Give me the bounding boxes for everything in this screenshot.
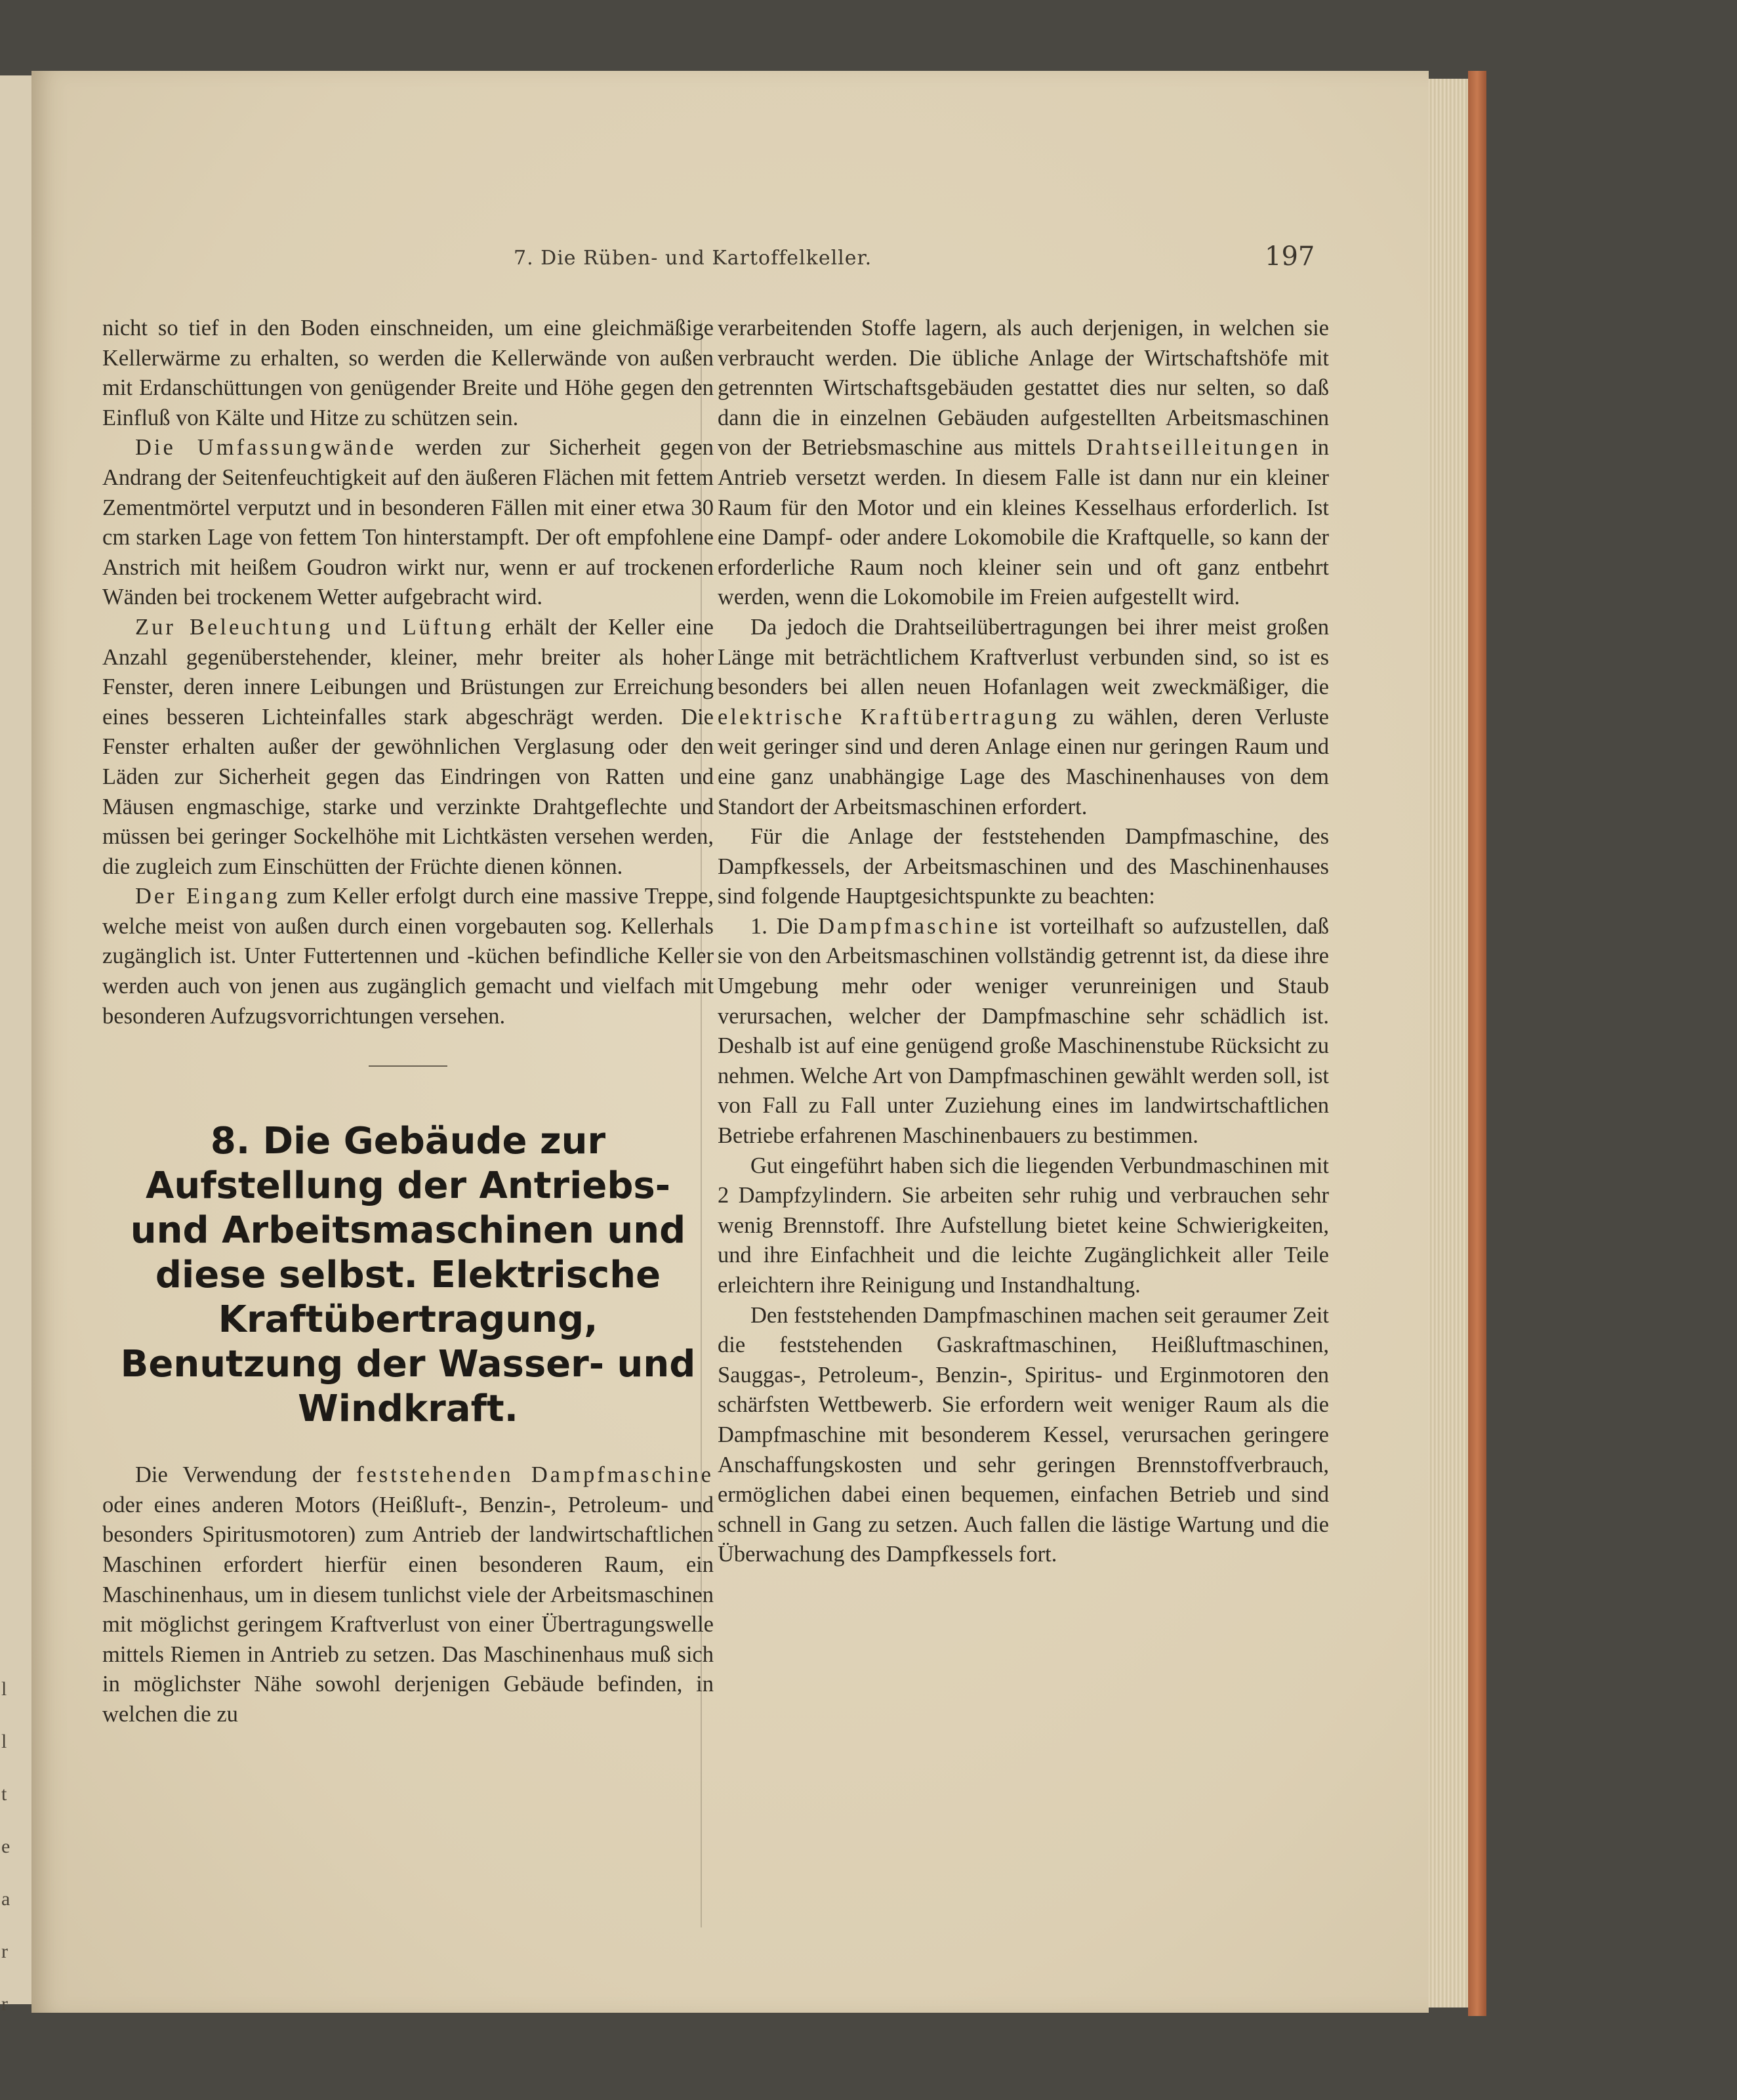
spaced-term: Dampfmaschine [818, 913, 1001, 939]
paragraph: Den feststehenden Dampfmaschinen machen seit geraumer Zeit die feststehenden Gaskraftmaschinen, Heißluftmaschinen, Sauggas-, Petroleum-, Benzin-, Spiritus- und Erginmotoren den schärfsten Wettbewerb. Sie erfordern weit weniger Raum als die Dampfmaschine mit besonderem Kessel, verursachen geringere Anschaffungskosten und sehr geringen Brennstoffverbrauch, ermöglichen dabei einen bequemen, einfachen Betrieb und sind schnell in Gang zu setzen. Auch fallen die lästige Wartung und die Überwachung des Dampfkessels fort. [718, 1302, 1329, 1567]
facing-page-letters [1, 1663, 14, 2030]
book-page [31, 71, 1429, 2013]
paragraph [102, 433, 714, 613]
running-title: 7. Die Rüben- und Kartoffelkeller. [514, 247, 872, 270]
facing-letter: l [1, 1678, 7, 1700]
facing-page [0, 75, 31, 2015]
book-cover-edge [1468, 71, 1486, 2016]
facing-letter: a [1, 1888, 10, 1910]
spaced-term: Die Umfassungwände [135, 435, 397, 461]
paragraph-text: zum Keller erfolgt durch eine massive Treppe, welche meist von außen durch einen vorgebauten sog. Kellerhals zugänglich ist. Unter Futtertennen und -küchen befindliche Keller werden auch von jenen aus zugänglich gemacht und vielfach mit besonderen Aufzugsvorrichtungen versehen. [102, 884, 714, 1029]
paragraph-text: werden zur Sicherheit gegen Andrang der Seitenfeuchtigkeit auf den äußeren Flächen mit fettem Zementmörtel verputzt und in besonderen Fällen mit einer etwa 30 cm starken Lage von fettem Ton hinterstampft. Der oft empfohlene Anstrich mit heißem Goudron wirkt nur, wenn er auf trockenen Wänden bei trockenem Wetter aufgebracht wird. [102, 435, 714, 610]
paragraph-text: ist vorteilhaft so aufzustellen, daß sie von den Arbeitsmaschinen vollständig getrennt ist, da diese ihre Umgebung mehr oder weniger verunreinigen und Staub verursachen, welcher der Dampfmaschine sehr schädlich ist. Deshalb ist auf eine genügend große Maschinenstube Rücksicht zu nehmen. Welche Art von Dampfmaschinen gewählt werden soll, ist von Fall zu Fall unter Zuziehung eines im landwirtschaftlichen Betriebe erfahrenen Maschinenbauers zu bestimmen. [718, 913, 1329, 1149]
right-column [718, 314, 1329, 1570]
paragraph-text: Die Verwendung der [135, 1462, 356, 1488]
section-heading: 8. Die Gebäude zur Aufstellung der Antriebs- und Arbeitsmaschinen und diese selbst. Elektrische Kraftübertragung, Benutzung der Wasser- und Windkraft. [120, 1120, 696, 1431]
paragraph-text: Da jedoch die Drahtseilübertragungen bei ihrer meist großen Länge mit beträchtlichem Kraftverlust verbunden sind, so ist es besonders bei allen neuen Hofanlagen weit zweckmäßiger, die [718, 614, 1329, 700]
paragraph [102, 1460, 714, 1729]
paragraph [102, 613, 714, 882]
paragraph-text: 1. Die [750, 913, 819, 939]
spaced-term: elektrische Kraftübertragung [718, 704, 1060, 730]
spaced-term: feststehenden Dampfmaschine [356, 1462, 714, 1488]
facing-letter: t [1, 1783, 7, 1805]
paragraph: nicht so tief in den Boden einschneiden, um eine gleichmäßige Kellerwärme zu erhalten, so werden die Kellerwände von außen mit Erdanschüttungen von genügender Breite und Höhe gegen den Einfluß von Kälte und Hitze zu schützen sein. [102, 316, 714, 430]
facing-letter: e [1, 1836, 10, 1857]
spaced-term: Zur Beleuchtung und Lüftung [135, 614, 494, 640]
paragraph: Gut eingeführt haben sich die liegenden Verbundmaschinen mit 2 Dampfzylindern. Sie arbeiten sehr ruhig und verbrauchen sehr wenig Brennstoff. Ihre Aufstellung bietet keine Schwierigkeiten, und ihre Einfachheit und die leichte Zugänglichkeit aller Teile erleichtern ihre Reinigung und Instandhaltung. [718, 1153, 1329, 1298]
section-rule [369, 1065, 447, 1067]
paragraph [102, 882, 714, 1031]
facing-letter: l [1, 1731, 7, 1752]
spaced-term: Der Eingang [135, 884, 280, 909]
facing-letter: r [1, 1993, 8, 2015]
page-number: 197 [1265, 241, 1315, 272]
paragraph [718, 314, 1329, 613]
paragraph-text: in Antrieb versetzt werden. In diesem Falle ist dann nur ein kleiner Raum für den Motor und ein kleines Kesselhaus erforderlich. Ist eine Dampf- oder andere Lokomobile die Kraftquelle, so kann der erforderliche Raum noch kleiner sein und oft ganz entbehrt werden, wenn die Lokomobile im Freien aufgestellt wird. [718, 435, 1329, 610]
paragraph-text: verarbeitenden Stoffe lagern, als auch derjenigen, in welchen sie verbraucht werden. Die übliche Anlage der Wirtschaftshöfe mit getrennten Wirtschaftsgebäuden gestattet dies nur selten, so daß dann die in einzelnen Gebäuden aufgestellten Arbeitsmaschinen von der Betriebsmaschine aus mittels [718, 316, 1329, 461]
spaced-term: Drahtseilleitungen [1086, 435, 1301, 461]
paragraph: Für die Anlage der feststehenden Dampfmaschine, des Dampfkessels, der Arbeitsmaschinen und des Maschinenhauses sind folgende Hauptgesichtspunkte zu beachten: [718, 824, 1329, 909]
facing-letter: r [1, 1941, 8, 1962]
paragraph-text: zu wählen, deren Verluste weit geringer sind und deren Anlage einen nur geringen Raum und eine ganz unabhängige Lage des Maschinenhauses von dem Standort der Arbeitsmaschinen erfordert. [718, 704, 1329, 819]
paragraph-text: oder eines anderen Motors (Heißluft-, Benzin-, Petroleum- und besonders Spiritusmotoren) zum Antrieb der landwirtschaftlichen Maschinen erfordert hierfür einen besonderen Raum, ein Maschinenhaus, um in diesem tunlichst viele der Arbeitsmaschinen mit möglichst geringem Kraftverlust von einer Übertragungswelle mittels Riemen in Antrieb zu setzen. Das Maschinenhaus muß sich in möglichster Nähe sowohl derjenigen Gebäude befinden, in welchen die zu [102, 1492, 714, 1727]
page-header [31, 241, 1429, 279]
left-column [102, 314, 714, 1730]
paragraph [718, 613, 1329, 822]
paragraph-text: erhält der Keller eine Anzahl gegenüberstehender, kleiner, mehr breiter als hoher Fenster, deren innere Leibungen und Brüstungen zur Erreichung eines besseren Lichteinfalles stark abgeschrägt werden. Die Fenster erhalten außer der gewöhnlichen Verglasung oder den Läden zur Sicherheit gegen das Eindringen von Ratten und Mäusen engmaschige, starke und verzinkte Drahtgeflechte und müssen bei geringer Sockelhöhe mit Lichtkästen versehen werden, die zugleich zum Einschütten der Früchte dienen können. [102, 614, 714, 879]
paragraph [718, 912, 1329, 1151]
